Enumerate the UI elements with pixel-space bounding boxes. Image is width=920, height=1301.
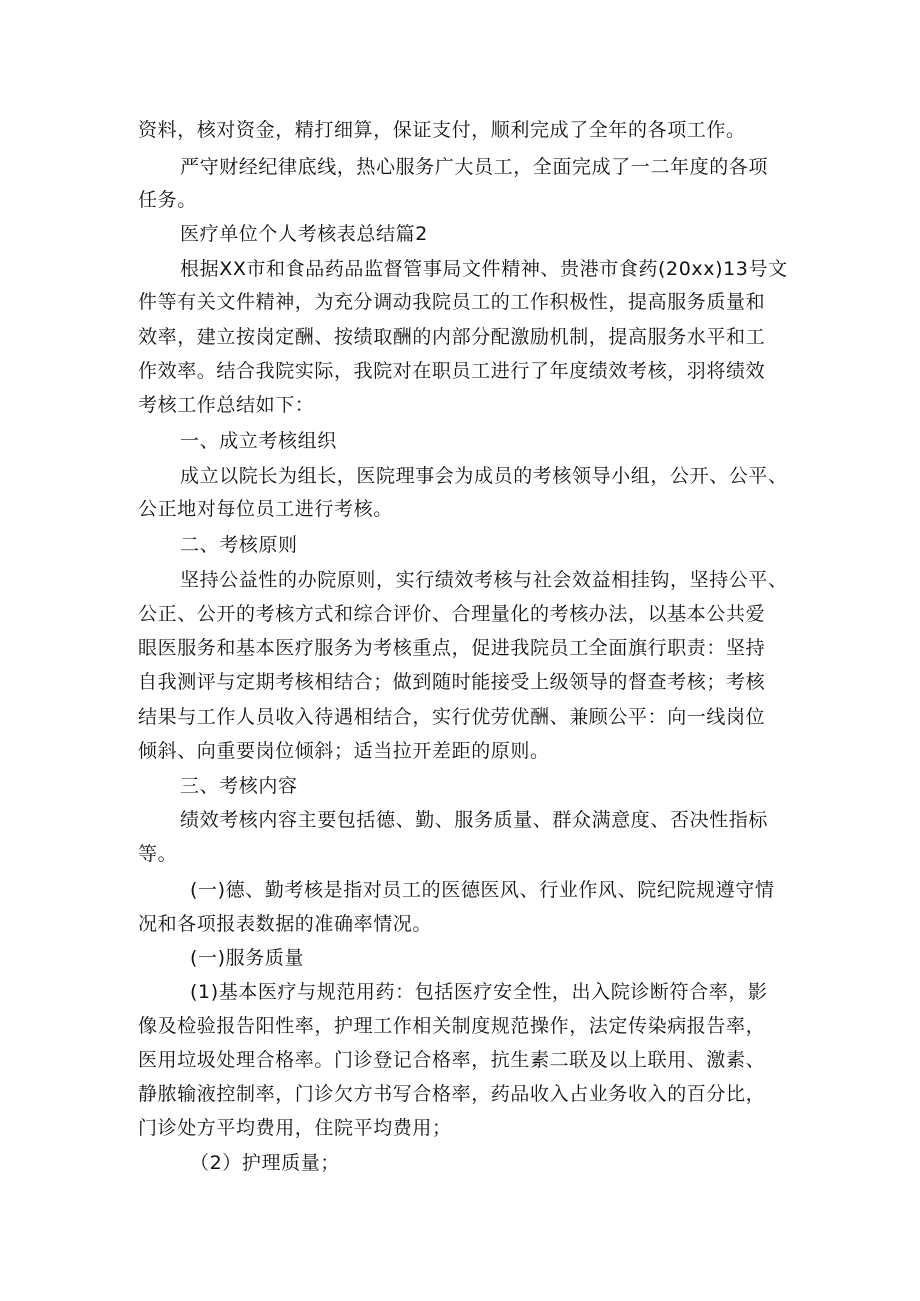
section-heading: 一、成立考核组织 xyxy=(180,430,337,452)
paragraph-line: 公正地对每位员工进行考核。 xyxy=(138,498,393,520)
paragraph-line: 结果与工作人员收入待遇相结合，实行优劳优酬、兼顾公平：向一线岗位 xyxy=(138,706,766,728)
section-heading: 医疗单位个人考核表总结篇2 xyxy=(180,223,428,245)
paragraph-line: （2）护理质量； xyxy=(190,1152,340,1174)
paragraph-line: (1)基本医疗与规范用药：包括医疗安全性，出入院诊断符合率，影 xyxy=(190,981,768,1003)
paragraph-line: 倾斜、向重要岗位倾斜；适当拉开差距的原则。 xyxy=(138,740,550,762)
paragraph-line: 像及检验报告阳性率，护理工作相关制度规范操作，法定传染病报告率， xyxy=(138,1015,766,1037)
section-heading: (一)服务质量 xyxy=(190,947,305,969)
section-heading: 三、考核内容 xyxy=(180,775,298,797)
paragraph-line: 静脓输液控制率，门诊欠方书写合格率，药品收入占业务收入的百分比， xyxy=(138,1083,766,1105)
paragraph-line: 医用垃圾处理合格率。门诊登记合格率，抗生素二联及以上联用、激素、 xyxy=(138,1049,766,1071)
paragraph-line: 公正、公开的考核方式和综合评价、合理量化的考核办法，以基本公共爱 xyxy=(138,603,766,625)
paragraph-line: 绩效考核内容主要包括德、勤、服务质量、群众满意度、否决性指标 xyxy=(180,809,769,831)
paragraph-line: 自我测评与定期考核相结合；做到随时能接受上级领导的督查考核；考核 xyxy=(138,671,766,693)
paragraph-line: 成立以院长为组长，医院理事会为成员的考核领导小组，公开、公平、 xyxy=(180,465,788,487)
paragraph-line: 根据XX市和食品药品监督管事局文件精神、贵港市食药(20xx)13号文 xyxy=(180,258,788,280)
paragraph-line: 件等有关文件精神，为充分调动我院员工的工作积极性，提高服务质量和 xyxy=(138,291,766,313)
paragraph-line: 况和各项报表数据的准确率情况。 xyxy=(138,913,433,935)
paragraph-line: 资料，核对资金，精打细算，保证支付，顺利完成了全年的各项工作。 xyxy=(138,119,746,141)
paragraph-line: (一)德、勤考核是指对员工的医德医风、行业作风、院纪院规遵守情 xyxy=(190,879,775,901)
paragraph-line: 严守财经纪律底线，热心服务广大员工，全面完成了一二年度的各项 xyxy=(180,156,769,178)
paragraph-line: 任务。 xyxy=(138,189,197,211)
section-heading: 二、考核原则 xyxy=(180,534,298,556)
paragraph-line: 眼医服务和基本医疗服务为考核重点，促进我院员工全面旗行职责：坚持 xyxy=(138,637,766,659)
paragraph-line: 考核工作总结如下： xyxy=(138,394,315,416)
paragraph-line: 坚持公益性的办院原则，实行绩效考核与社会效益相挂钩，坚持公平、 xyxy=(180,569,788,591)
paragraph-line: 等。 xyxy=(138,843,178,865)
paragraph-line: 效率，建立按岗定酬、按绩取酬的内部分配激励机制，提高服务水平和工 xyxy=(138,326,766,348)
paragraph-line: 门诊处方平均费用，住院平均费用； xyxy=(138,1117,452,1139)
paragraph-line: 作效率。结合我院实际，我院对在职员工进行了年度绩效考核，羽将绩效 xyxy=(138,360,766,382)
